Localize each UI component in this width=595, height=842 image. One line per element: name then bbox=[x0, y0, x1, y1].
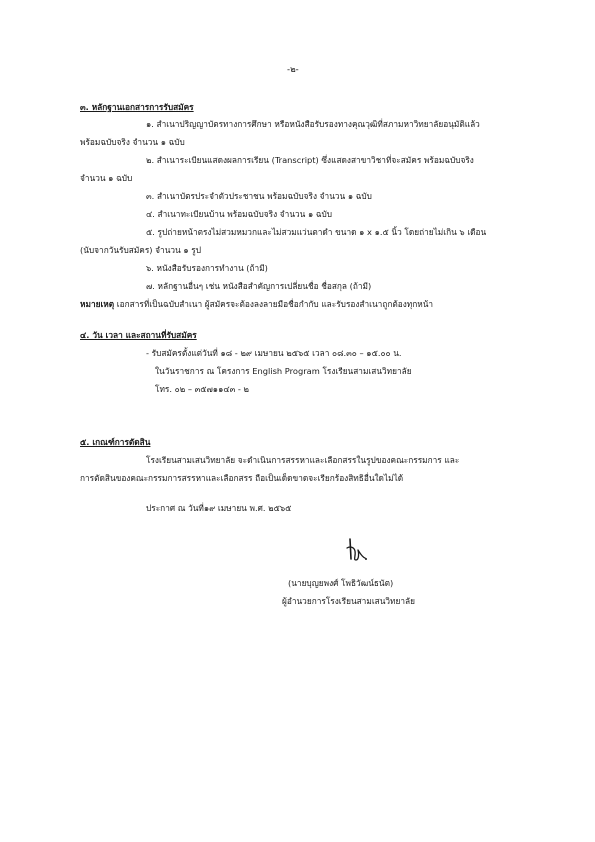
section3-item6: ๖. หนังสือรับรองการทำงาน (ถ้ามี) bbox=[146, 263, 268, 273]
section4-heading: ๔. วัน เวลา และสถานที่รับสมัคร bbox=[80, 330, 197, 340]
section4-line1: - รับสมัครตั้งแต่วันที่ ๑๘ - ๒๙ เมษายน ๒๕๖๕ เวลา ๐๘.๓๐ – ๑๕.๐๐ น. bbox=[146, 348, 402, 358]
section3-item7: ๗. หลักฐานอื่นๆ เช่น หนังสือสำคัญการเปลี่ยนชื่อ ชื่อสกุล (ถ้ามี) bbox=[146, 281, 372, 291]
section3-item4: ๔. สำเนาทะเบียนบ้าน พร้อมฉบับจริง จำนวน ๑ ฉบับ bbox=[146, 209, 333, 219]
section3-item1-line1: ๑. สำเนาปริญญาบัตรทางการศึกษา หรือหนังสือรับรองทางคุณวุฒิที่สภามหาวิทยาลัยอนุมัติแล้ว bbox=[146, 119, 480, 129]
section3-item5-line1: ๕. รูปถ่ายหน้าตรงไม่สวมหมวกและไม่สวมแว่นตาดำ ขนาด ๑ x ๑.๕ นิ้ว โดยถ่ายไม่เกิน ๖ เดือน bbox=[146, 227, 487, 237]
note-text: เอกสารที่เป็นฉบับสำเนา ผู้สมัครจะต้องลงลายมือชื่อกำกับ และรับรองสำเนาถูกต้องทุกหน้า bbox=[114, 299, 434, 309]
section5-line2: การตัดสินของคณะกรรมการสรรหาและเลือกสรร ถือเป็นเด็ดขาดจะเรียกร้องสิทธิอื่นใดไม่ได้ bbox=[80, 473, 404, 483]
section3-item3: ๓. สำเนาบัตรประจำตัวประชาชน พร้อมฉบับจริง จำนวน ๑ ฉบับ bbox=[146, 191, 372, 201]
section3-item2-line2: จำนวน ๑ ฉบับ bbox=[80, 173, 133, 183]
section5-heading: ๕. เกณฑ์การตัดสิน bbox=[80, 437, 151, 447]
section3-item2-line1: ๒. สำเนาระเบียนแสดงผลการเรียน (Transcript) ซึ่งแสดงสาขาวิชาที่จะสมัคร พร้อมฉบับจริง bbox=[146, 155, 474, 165]
announcement-date: ประกาศ ณ วันที่๑๙ เมษายน พ.ศ. ๒๕๖๕ bbox=[146, 503, 292, 513]
note-label: หมายเหตุ bbox=[80, 299, 115, 309]
section3-note bbox=[80, 298, 433, 310]
section5-line1: โรงเรียนสามเสนวิทยาลัย จะดำเนินการสรรหาและเลือกสรรในรูปของคณะกรรมการ และ bbox=[146, 455, 460, 465]
section4-line3: โทร. ๐๒ – ๓๕๗๑๑๔๓ - ๒ bbox=[155, 384, 250, 394]
signatory-title: ผู้อำนวยการโรงเรียนสามเสนวิทยาลัย bbox=[282, 596, 415, 606]
page-number: -๒- bbox=[287, 65, 299, 75]
signature bbox=[344, 536, 370, 564]
signatory-name: (นายบุญยพงศ์ โพธิวัฒน์ธนัต) bbox=[288, 578, 394, 588]
section3-item5-line2: (นับจากวันรับสมัคร) จำนวน ๑ รูป bbox=[80, 245, 201, 255]
section4-line2: ในวันราชการ ณ โครงการ English Program โรงเรียนสามเสนวิทยาลัย bbox=[155, 366, 412, 376]
section3-heading: ๓. หลักฐานเอกสารการรับสมัคร bbox=[80, 102, 194, 112]
section3-item1-line2: พร้อมฉบับจริง จำนวน ๑ ฉบับ bbox=[80, 137, 185, 147]
